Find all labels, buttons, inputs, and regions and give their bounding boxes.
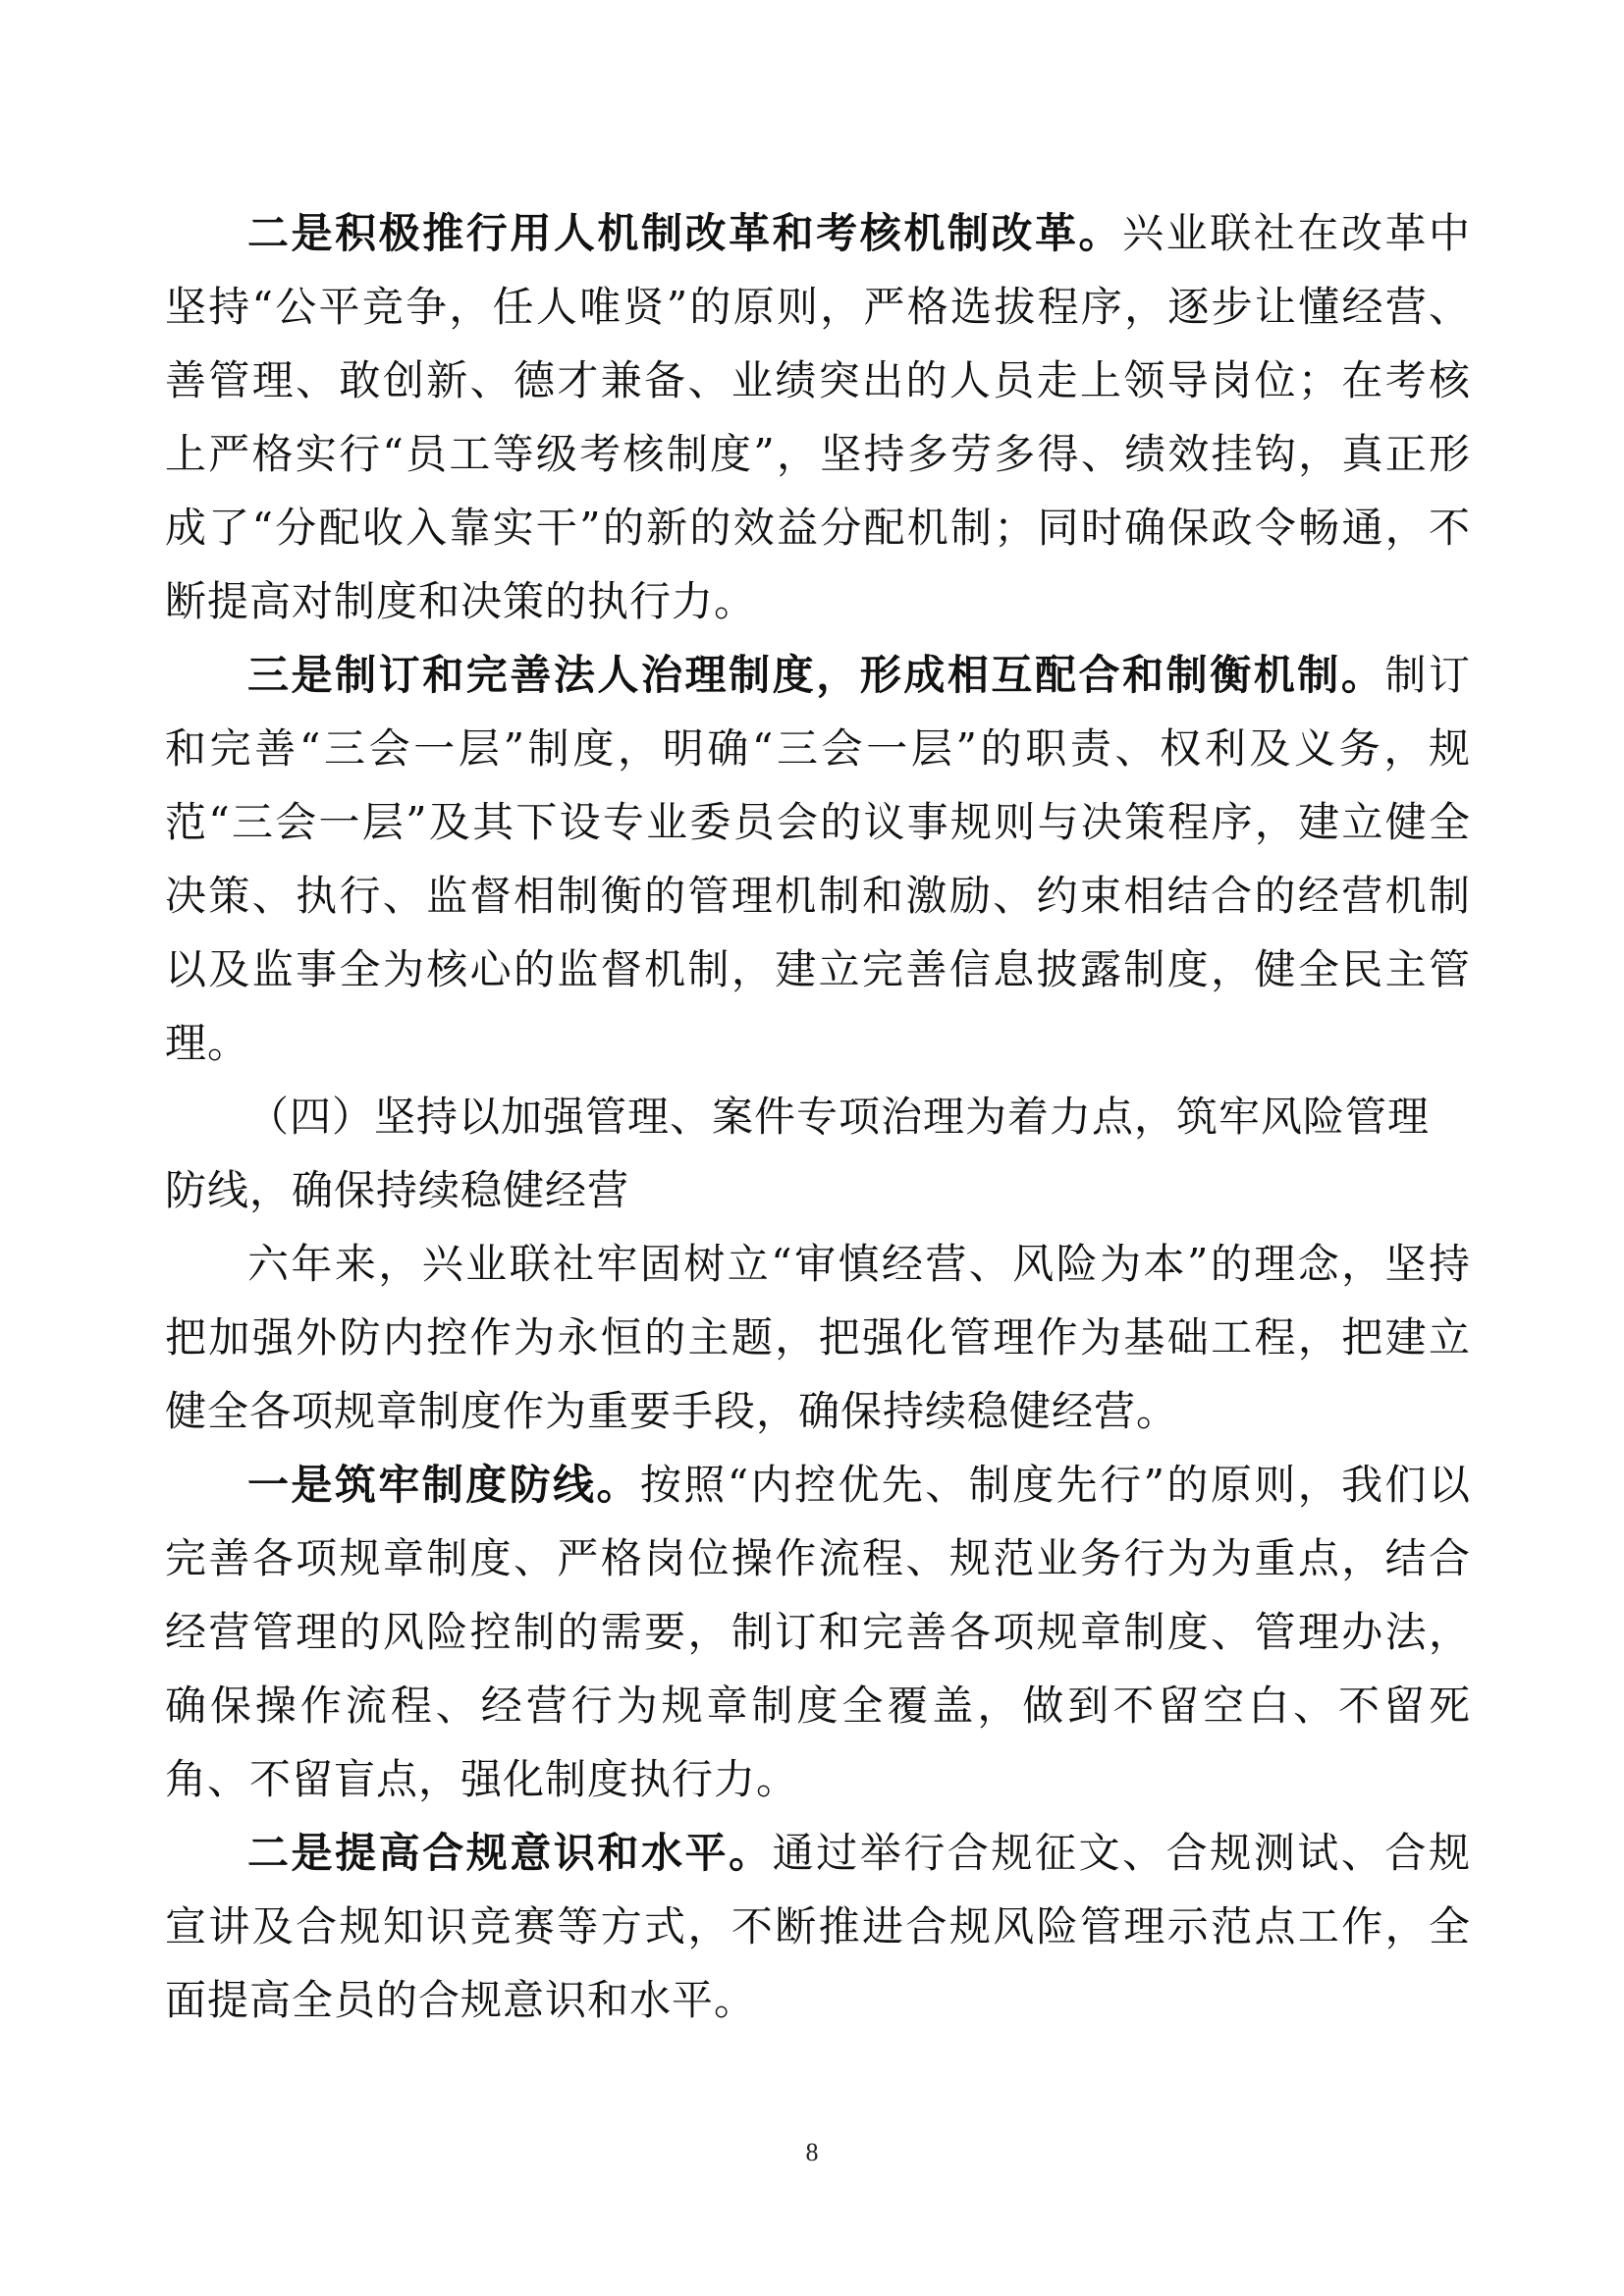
paragraph-text: 制订和完善“三会一层”制度，明确“三会一层”的职责、权利及义务，规范“三会一层”及其下设专业委员会的议事规则与决策程序，建立健全决策、执行、监督相制衡的管理机制和激励、约束相结合的经营机制以及监事全为核心的监督机制，建立完善信息披露制度，健全民主管理。	[165, 651, 1471, 1067]
paragraph-text: 通过举行合规征文、合规测试、合规宣讲及合规知识竞赛等方式，不断推进合规风险管理示范点工作，全面提高全员的合规意识和水平。	[165, 1829, 1471, 2024]
paragraph-text: 按照“内控优先、制度先行”的原则，我们以完善各项规章制度、严格岗位操作流程、规范业务行为为重点，结合经营管理的风险控制的需要，制订和完善各项规章制度、管理办法，确保操作流程、经营行为规章制度全覆盖，做到不留空白、不留死角、不留盲点，强化制度执行力。	[165, 1461, 1471, 1803]
paragraph-compliance	[165, 1816, 1471, 2037]
section-heading-text: （四）坚持以加强管理、案件专项治理为着力点，筑牢风险管理防线，确保持续稳健经营	[165, 1093, 1431, 1214]
paragraph-governance	[165, 638, 1471, 1080]
page-number: 8	[805, 2138, 819, 2166]
paragraph-lead: 二是提高合规意识和水平。	[247, 1829, 773, 1877]
paragraph-text: 六年来，兴业联社牢固树立“审慎经营、风险为本”的理念，坚持把加强外防内控作为永恒的主题，把强化管理作为基础工程，把建立健全各项规章制度作为重要手段，确保持续稳健经营。	[165, 1240, 1471, 1435]
paragraph-lead: 二是积极推行用人机制改革和考核机制改革。	[247, 209, 1123, 257]
document-body	[165, 196, 1471, 2037]
paragraph-lead: 一是筑牢制度防线。	[247, 1461, 640, 1509]
paragraph-lead: 三是制订和完善法人治理制度，形成相互配合和制衡机制。	[247, 651, 1385, 699]
paragraph-institution-defense	[165, 1448, 1471, 1816]
paragraph-overview	[165, 1227, 1471, 1448]
section-heading	[165, 1080, 1471, 1227]
paragraph-hiring-reform	[165, 196, 1471, 638]
paragraph-text: 兴业联社在改革中坚持“公平竞争，任人唯贤”的原则，严格选拔程序，逐步让懂经营、善管理、敢创新、德才兼备、业绩突出的人员走上领导岗位；在考核上严格实行“员工等级考核制度”，坚持多劳多得、绩效挂钩，真正形成了“分配收入靠实干”的新的效益分配机制；同时确保政令畅通，不断提高对制度和决策的执行力。	[165, 209, 1471, 625]
